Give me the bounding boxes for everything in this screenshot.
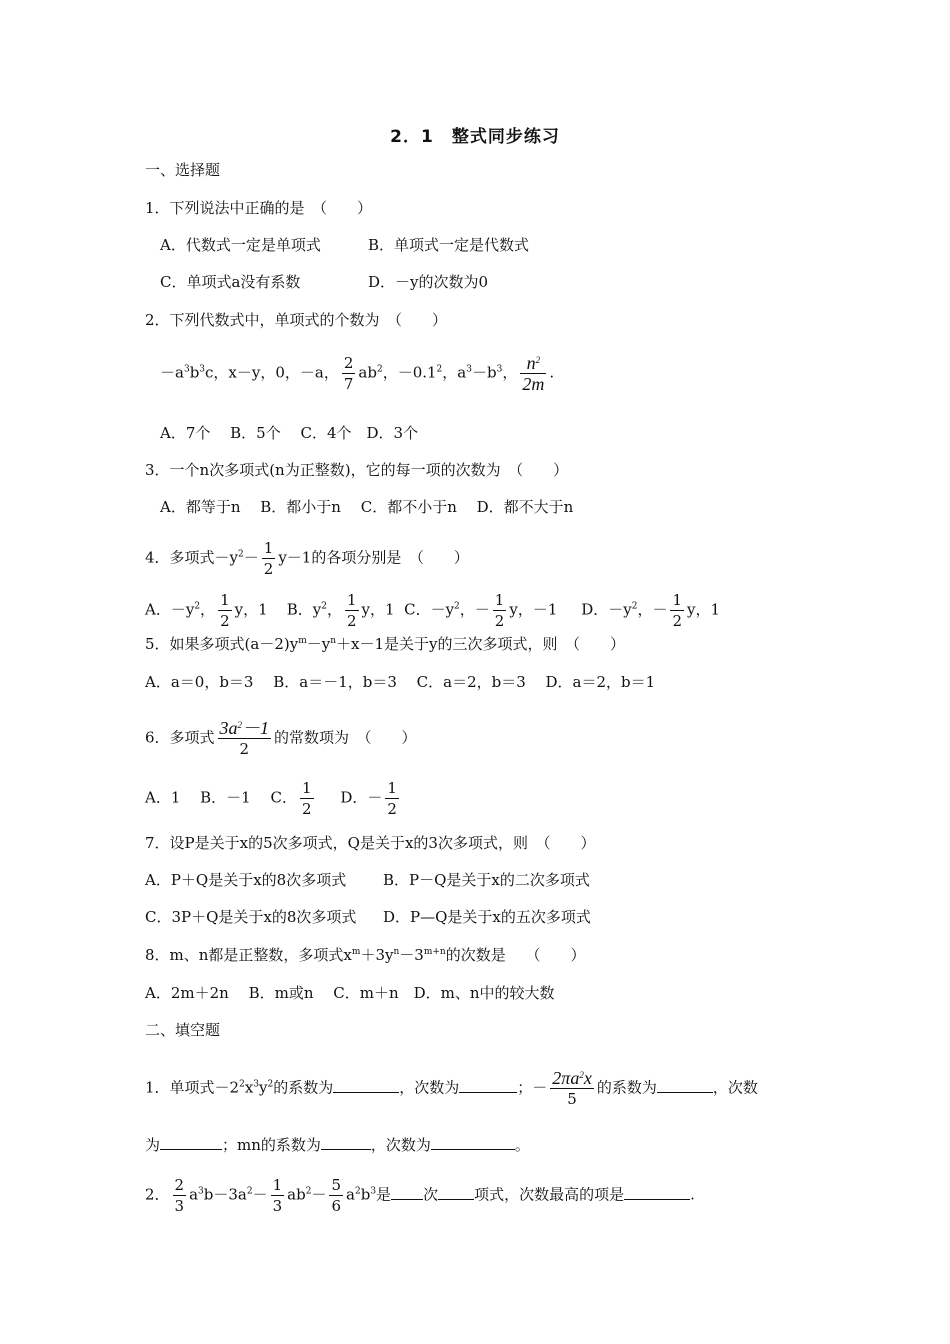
fraction-five-sixths [329,1175,343,1216]
stem-text: 的常数项为 （ ） [274,728,417,747]
option-a: ， [200,600,216,619]
fraction-3a2-minus-1-over-2 [218,718,272,759]
answer-blank[interactable] [333,1078,399,1093]
option-d: D．P—Q是关于x的五次多项式 [383,908,591,926]
fill-text: ；－ [517,1078,548,1097]
question-1-options-row2 [160,272,488,292]
exponent: 2 [579,1070,584,1080]
option-c: C．3P＋Q是关于x的8次多项式 [145,908,357,926]
denominator: 2 [263,560,274,578]
numerator [525,353,543,373]
fill-text: ab [287,1185,306,1204]
fill-text: b [360,1185,371,1204]
exponent: 2 [246,1186,253,1197]
numerator: 5 [331,1176,342,1194]
question-7-options-row1 [145,870,590,890]
numerator: 1 [263,539,274,557]
question-2-expressions [160,353,554,394]
expr-text: －b [471,363,497,382]
question-7-stem: 7．设P是关于x的5次多项式，Q是关于x的3次多项式，则 （ ） [145,834,596,852]
fill-text: ，次数 [712,1078,758,1097]
fill-2-line [145,1175,695,1216]
fraction-half [493,590,507,631]
answer-blank[interactable] [391,1185,423,1200]
exponent: n [330,636,337,646]
option-b: B．单项式一定是代数式 [368,236,530,254]
stem-text: － [243,548,259,567]
stem-text: －3 [399,946,424,964]
exponent: 3 [183,364,190,375]
stem-text: y－1的各项分别是 （ ） [278,548,469,567]
question-4-options [145,590,720,631]
denominator: 2 [301,800,312,818]
exponent: 3 [199,364,206,375]
stem-text: 5．如果多项式(a－2)y [145,635,299,653]
option-d: D．－y [581,600,632,619]
fill-text: y [259,1078,268,1097]
exponent: 3 [496,364,503,375]
fill-text: 。 [514,1136,530,1154]
exponent: 2 [305,1186,312,1197]
denominator: 2 [672,612,683,630]
question-5-options: A．a＝0，b＝3 B．a＝－1，b＝3 C．a＝2，b＝3 D．a＝2，b＝1 [145,673,656,691]
fill-text: x [244,1078,254,1097]
exponent: 2 [238,549,244,560]
numerator [550,1068,594,1088]
denominator: 2 [346,612,357,630]
denominator: 2 [494,612,505,630]
fraction-half [262,538,276,579]
exponent: 2 [454,601,460,612]
denominator: 5 [567,1090,577,1108]
expr-text: ，－0.1 [382,363,437,382]
option-c: C．－y [404,600,455,619]
denominator: 2 [220,612,230,630]
expr-text: ， [502,363,518,382]
numerator: 1 [494,591,505,609]
exponent: 2 [631,601,638,612]
expr-text: b [189,363,200,382]
expr-text: ab [358,363,377,382]
option-b: y，1 [361,600,395,619]
expr-text: c，x－y，0，－a， [205,363,339,382]
numerator: 1 [220,591,230,609]
fill-text: ；mn的系数为 [222,1136,321,1154]
question-2-stem: 2．下列代数式中，单项式的个数为 （ ） [145,311,448,329]
exponent: 2 [194,601,201,612]
fill-text: a [346,1185,355,1204]
fill-text: ，次数为 [399,1078,460,1097]
exponent: m [298,636,307,646]
stem-text: 8．m、n都是正整数，多项式x [145,946,352,964]
denominator: 3 [174,1197,185,1215]
answer-blank[interactable] [321,1135,371,1150]
question-1-options-row1 [160,235,529,255]
question-4-stem [145,538,469,579]
fraction-n2-over-2m [520,353,546,394]
fraction-half [300,778,314,819]
option-d: y，1 [687,600,721,619]
fill-text: . [690,1185,695,1204]
stem-text: ＋3y [360,946,394,964]
question-5-stem [145,634,625,654]
numerator: 2 [343,354,354,372]
denominator: 3 [272,1197,283,1215]
stem-text: ＋x－1是关于y的三次多项式，则 （ ） [336,635,626,653]
fill-text: 的系数为 [596,1078,657,1097]
denominator: 2m [522,374,545,394]
fill-text: 是 [376,1185,392,1204]
answer-blank[interactable] [431,1135,515,1150]
denominator: 6 [331,1197,342,1215]
numerator: 1 [387,779,397,797]
answer-blank[interactable] [438,1185,474,1200]
numerator-text: －1 [242,718,270,738]
page-title: 2．1 整式同步练习 [390,127,560,147]
answer-blank[interactable] [160,1135,222,1150]
section-heading-choice: 一、选择题 [145,161,221,179]
denominator: 2 [387,800,397,818]
numerator: 1 [272,1176,283,1194]
fill-text: 为 [145,1136,161,1154]
section-heading-fill: 二、填空题 [145,1021,221,1039]
exponent: m+n [423,947,446,957]
fraction-one-third [271,1175,285,1216]
fill-text: 1．单项式－2 [145,1078,240,1097]
stem-text: －y [306,635,331,653]
option-b: ， [326,600,342,619]
exponent: 3 [253,1079,260,1090]
question-8-options: A．2m＋2n B．m或n C．m＋n D．m、n中的较大数 [145,984,555,1002]
question-2-options: A．7个 B．5个 C．4个 D．3个 [160,424,419,442]
expr-text: . [549,363,555,382]
stem-text: 6．多项式 [145,728,215,747]
fill-text: 2． [145,1185,170,1204]
stem-text: 4．多项式－y [145,548,239,567]
fraction-half [218,590,232,631]
fraction-half [345,590,359,631]
exponent: 3 [198,1186,204,1197]
fill-text: 的系数为 [273,1078,334,1097]
exponent: 2 [267,1079,274,1090]
exponent: 2 [354,1186,361,1197]
option-d: D．－ [340,788,383,807]
question-3-options: A．都等于n B．都小于n C．都不小于n D．都不大于n [160,498,574,516]
fill-text: b－3a [203,1185,247,1204]
fill-1-line2 [145,1135,530,1155]
fraction-half [385,778,399,819]
exponent: 2 [376,364,383,375]
stem-text: 的次数是 （ ） [445,946,586,964]
exponent: 2 [436,364,443,375]
fill-text: 项式，次数最高的项是 [474,1185,625,1204]
fill-text: a [189,1185,199,1204]
numerator-text: n [526,353,536,373]
fill-1-line1 [145,1068,758,1109]
fill-text: － [311,1185,327,1204]
fraction-two-thirds [173,1175,187,1216]
option-text: A．1 B．－1 C． [145,788,297,807]
option-a: A．P＋Q是关于x的8次多项式 [145,871,347,889]
option-c: y，－1 [509,600,558,619]
question-8-stem [145,945,585,965]
option-c: ，－ [459,600,490,619]
question-7-options-row2 [145,907,591,927]
option-a: A．－y [145,600,195,619]
option-a: y，1 [234,600,268,619]
numerator: 1 [672,591,683,609]
option-d: ，－ [637,600,668,619]
expr-text: －a [160,363,184,382]
answer-blank[interactable] [624,1185,690,1200]
exponent: 2 [535,355,541,365]
answer-blank[interactable] [657,1078,713,1093]
denominator: 7 [343,375,354,393]
exponent: 2 [237,720,243,730]
question-1-stem: 1．下列说法中正确的是 （ ） [145,199,373,217]
numerator-text: 2πa [552,1068,580,1088]
option-d: D．－y的次数为0 [368,273,489,291]
exponent: 3 [466,364,472,375]
option-b: B．P－Q是关于x的二次多项式 [383,871,590,889]
exponent: n [393,947,400,957]
option-c: C．单项式a没有系数 [160,273,301,291]
exponent: m [351,947,361,957]
question-6-stem [145,718,417,759]
question-3-stem: 3．一个n次多项式(n为正整数)，它的每一项的次数为 （ ） [145,461,569,479]
fill-text: － [252,1185,268,1204]
fill-text: 次 [423,1185,439,1204]
fraction-two-sevenths [342,353,356,394]
fraction-half [670,590,684,631]
question-6-options [145,778,402,819]
exponent: 2 [239,1079,245,1090]
numerator-text: 3a [219,718,238,738]
numerator: 2 [174,1176,185,1194]
numerator: 1 [301,779,312,797]
answer-blank[interactable] [459,1078,517,1093]
numerator: 1 [346,591,357,609]
exponent: 2 [321,601,327,612]
numerator [218,718,272,738]
numerator-text: x [583,1068,592,1088]
fraction-2pi-a2x-over-5 [550,1068,594,1109]
exponent: 3 [370,1186,377,1197]
option-a: A．代数式一定是单项式 [160,236,321,254]
option-b: B．y [286,600,322,619]
fill-text: ，次数为 [370,1136,431,1154]
expr-text: ，a [442,363,467,382]
denominator: 2 [239,740,250,758]
